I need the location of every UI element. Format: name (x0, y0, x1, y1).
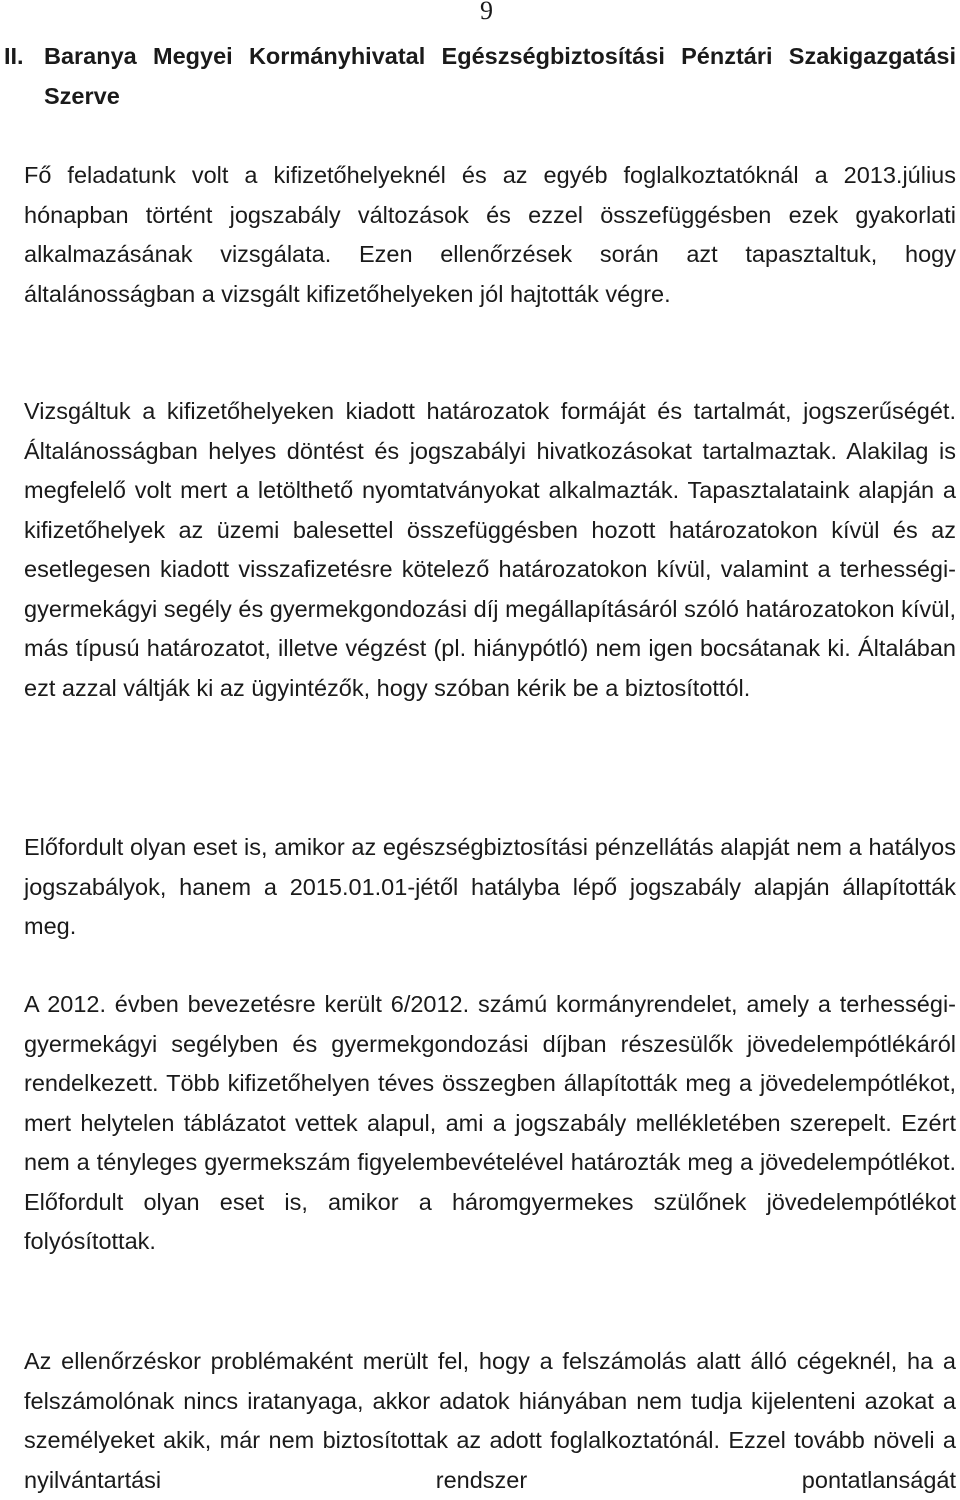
paragraph-4: A 2012. évben bevezetésre került 6/2012. számú kormányrendelet, amely a terhességi-gyermekágyi segélyben és gyermekgondozási díjban részesülők jövedelempótlékáról rendelkezett. Több kifizetőhelyen téves összegben állapították meg a jövedelempótlékot, mert helytelen táblázatot vettek alapul, ami a jogszabály mellékletében szerepelt. Ezért nem a tényleges gyermekszám figyelembevételével határozták meg a jövedelempótlékot. Előfordult olyan eset is, amikor a háromgyermekes szülőnek jövedelempótlékot folyósítottak. (24, 991, 956, 1254)
section-number: II. (4, 43, 24, 69)
paragraph-2: Vizsgáltuk a kifizetőhelyeken kiadott határozatok formáját és tartalmát, jogszerűségét. Általánosságban helyes döntést és jogszabályi hivatkozásokat tartalmaztak. Alakilag is megfelelő volt mert a letölthető nyomtatványokat alkalmazták. Tapasztalataink alapján a kifizetőhelyek az üzemi balesettel összefüggésben hozott határozatokon kívül és az esetlegesen kiadott visszafizetésre kötelező határozatokon kívül, valamint a terhességi-gyermekágyi segély és gyermekgondozási díj megállapításáról szóló határozatokon kívül, más típusú határozatot, illetve végzést (pl. hiánypótló) nem igen bocsátanak ki. Általában ezt azzal váltják ki az ügyintézők, hogy szóban kérik be a biztosítottól. (24, 398, 956, 701)
paragraph-5: Az ellenőrzéskor problémaként merült fel, hogy a felszámolás alatt álló cégeknél, ha a felszámolónak nincs iratanyaga, akkor adatok hiányában nem tudja kijelenteni azokat a személyeket akik, már nem biztosítottak az adott foglalkoztatónál. Ezzel tovább növeli a nyilvántartási rendszer pontatlanságát (24, 1348, 956, 1493)
paragraph-1: Fő feladatunk volt a kifizetőhelyeknél és az egyéb foglalkoztatóknál a 2013.július hónapban történt jogszabály változások és ezzel összefüggésben ezek gyakorlati alkalmazásának vizsgálata. Ezen ellenőrzések során azt tapasztaltuk, hogy általánosságban a vizsgált kifizetőhelyeken jól hajtották végre. (24, 162, 956, 307)
section-title: Baranya Megyei Kormányhivatal Egészségbiztosítási Pénztári Szakigazgatási Szerve (44, 43, 956, 109)
section-heading (4, 36, 956, 116)
paragraph-3: Előfordult olyan eset is, amikor az egészségbiztosítási pénzellátás alapját nem a hatályos jogszabályok, hanem a 2015.01.01-jétől hatályba lépő jogszabály alapján állapították meg. (24, 834, 956, 939)
page-number: 9 (480, 0, 493, 25)
